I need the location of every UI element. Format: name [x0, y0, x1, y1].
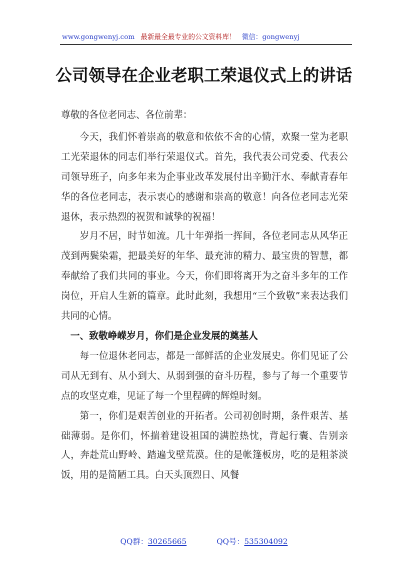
qq-group-link[interactable]: 30265665: [147, 537, 187, 546]
paragraph: 岁月不居，时节如流。几十年弹指一挥间，各位老同志从风华正茂到两鬓染霜，把最美好的年华、最充沛的精力、最宝贵的智慧，都奉献给了我们共同的事业。今天，你们即将离开为之奋斗多年的工作岗位，开启人生新的篇章。此时此刻，我想用“三个致敬”来表达我们共同的心情。: [61, 231, 348, 323]
qq-label: QQ号：: [216, 537, 245, 546]
promo-text: 最新最全最专业的公文资料库！: [140, 33, 236, 41]
header-divider: [60, 44, 352, 45]
document-title: 公司领导在企业老职工荣退仪式上的讲话: [55, 66, 353, 85]
wechat-text: 微信：gongwenyj: [241, 33, 300, 41]
section-heading: 一、致敬峥嵘岁月，你们是企业发展的奠基人: [70, 330, 258, 342]
paragraph: 今天，我们怀着崇高的敬意和依依不舍的心情，欢聚一堂为老职工光荣退休的同志们举行荣退仪式。首先，我代表公司党委、代表公司领导班子，向多年来为企事业改革发展付出辛勤汗水、奉献青春年华的各位老同志，表示衷心的感谢和崇高的敬意！向各位老同志光荣退休，表示热烈的祝贺和诚挚的祝福！: [61, 131, 348, 223]
qq-link[interactable]: 535304092: [244, 537, 288, 546]
paragraph: 第一，你们是艰苦创业的开拓者。公司初创时期，条件艰苦、基础薄弱。是你们，怀揣着建设祖国的满腔热忱，背起行囊、告别亲人，奔赴荒山野岭、踏遍戈壁荒漠。住的是帐篷板房，吃的是粗茶淡饭，用的是简陋工具。白天头顶烈日、风餐: [61, 410, 348, 482]
document-body: [61, 106, 348, 486]
paragraph: 每一位退休老同志，都是一部鲜活的企业发展史。你们见证了公司从无到有、从小到大、从弱到强的奋斗历程，参与了每一个重要节点的攻坚克难，见证了每一个里程碑的辉煌时刻。: [61, 350, 348, 402]
page-footer: [0, 536, 408, 547]
page-header: [62, 31, 352, 45]
site-link[interactable]: www.gongwenyj.com: [62, 33, 135, 41]
qq-group-label: QQ群：: [120, 537, 148, 546]
salutation: 尊敬的各位老同志、各位前辈：: [61, 110, 193, 121]
